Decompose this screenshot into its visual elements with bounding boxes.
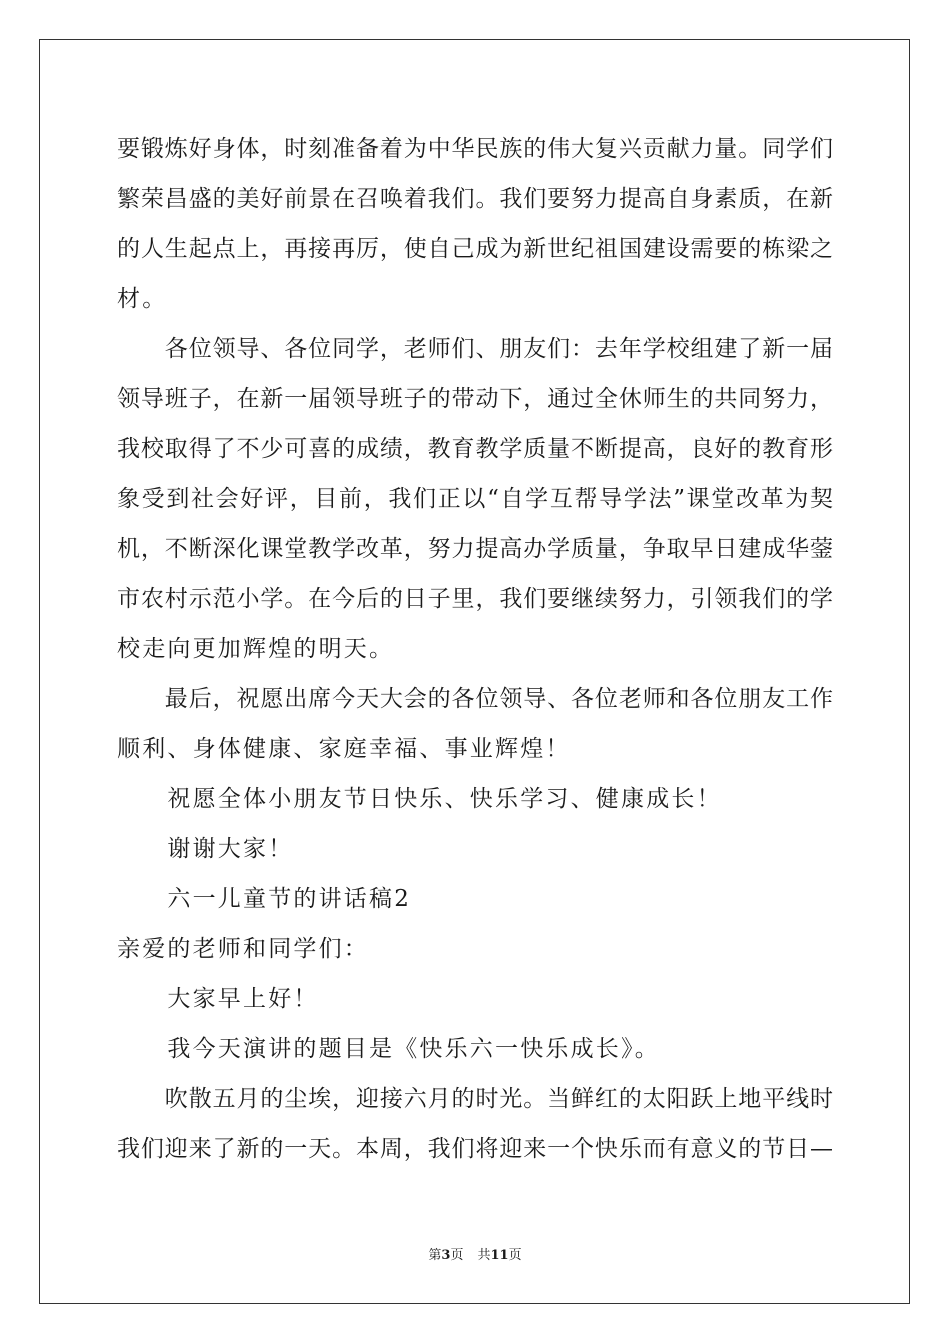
text-line: 我校取得了不少可喜的成绩，教育教学质量不断提高，良好的教育形 [117, 436, 833, 462]
text-line: 繁荣昌盛的美好前景在召唤着我们。我们要努力提高自身素质，在新 [117, 186, 833, 212]
page-label-suffix: 页 [450, 1248, 464, 1263]
text-line: 校走向更加辉煌的明天。 [117, 636, 395, 662]
text-line: 大家早上好！ [117, 986, 319, 1012]
text-line: 要锻炼好身体，时刻准备着为中华民族的伟大复兴贡献力量。同学们 [117, 136, 833, 162]
total-label-prefix: 共 [477, 1248, 491, 1263]
salutation: 亲爱的老师和同学们： [117, 936, 369, 962]
text-line: 各位领导、各位同学，老师们、朋友们：去年学校组建了新一届 [117, 336, 833, 362]
text-line: 我们迎来了新的一天。本周，我们将迎来一个快乐而有意义的节日— [117, 1136, 833, 1162]
text-line: 最后，祝愿出席今天大会的各位领导、各位老师和各位朋友工作 [117, 686, 833, 712]
text-line: 谢谢大家！ [117, 836, 294, 862]
text-line: 祝愿全体小朋友节日快乐、快乐学习、健康成长！ [117, 786, 722, 812]
section-heading: 六一儿童节的讲话稿2 [117, 886, 412, 912]
text-line: 象受到社会好评，目前，我们正以“自学互帮导学法”课堂改革为契 [117, 486, 833, 512]
text-line: 市农村示范小学。在今后的日子里，我们要继续努力，引领我们的学 [117, 586, 833, 612]
text-line: 吹散五月的尘埃，迎接六月的时光。当鲜红的太阳跃上地平线时 [117, 1086, 833, 1112]
text-line: 的人生起点上，再接再厉，使自己成为新世纪祖国建设需要的栋梁之 [117, 236, 833, 262]
total-label-suffix: 页 [508, 1248, 522, 1263]
page-number: 3 [441, 1248, 451, 1263]
total-pages: 11 [490, 1248, 509, 1263]
text-line: 我今天演讲的题目是《快乐六一快乐成长》。 [117, 1036, 660, 1062]
text-line: 顺利、身体健康、家庭幸福、事业辉煌！ [117, 736, 571, 762]
page-label-prefix: 第 [428, 1248, 442, 1263]
text-line: 机，不断深化课堂教学改革，努力提高办学质量，争取早日建成华蓥 [117, 536, 833, 562]
text-line: 材。 [117, 286, 168, 312]
document-body [117, 124, 833, 1174]
text-line: 领导班子，在新一届领导班子的带动下，通过全休师生的共同努力， [117, 386, 833, 412]
page-footer [0, 1247, 950, 1265]
